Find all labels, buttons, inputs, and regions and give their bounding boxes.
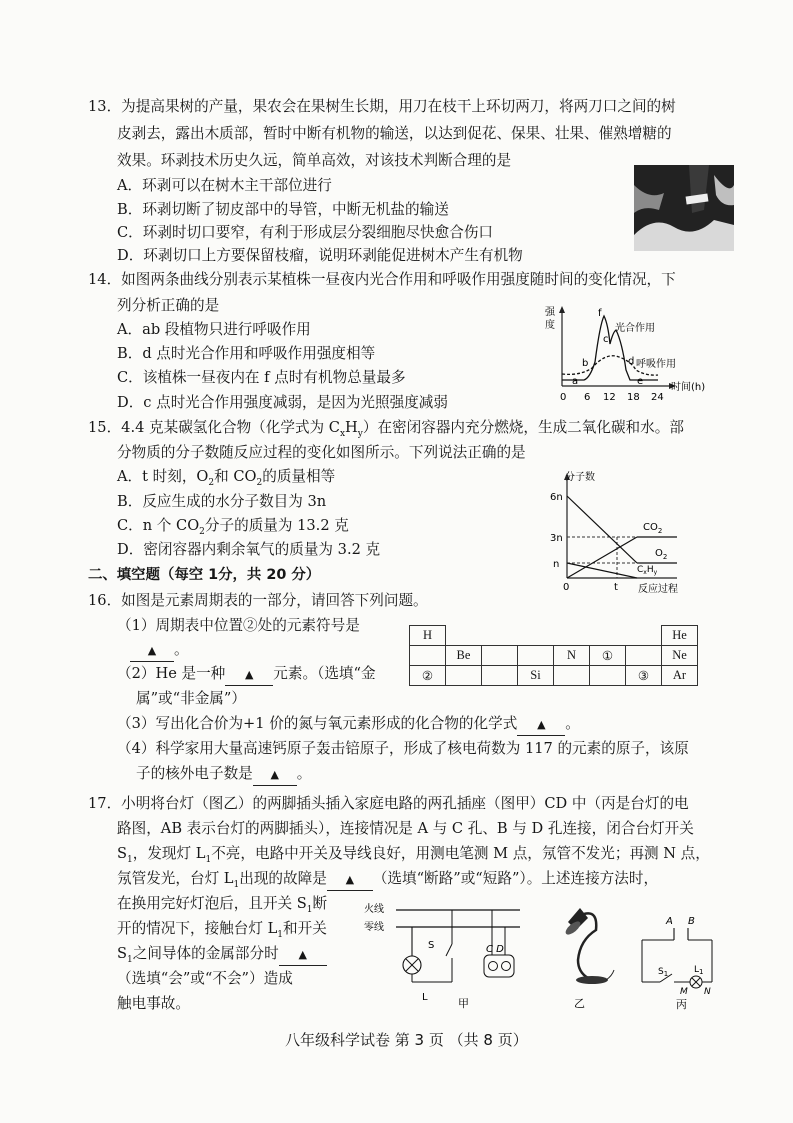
q15-molecule-chart bbox=[545, 468, 695, 596]
pt-cell-Si: Si bbox=[518, 666, 554, 686]
q13-option-a: A．环剥可以在树木主干部位进行 bbox=[117, 177, 332, 194]
q13-option-c: C．环剥时切口要窄，有利于形成层分裂细胞尽快愈合伤口 bbox=[117, 224, 494, 241]
yi-caption: 乙 bbox=[574, 997, 585, 1010]
q14-point-f: f bbox=[598, 308, 602, 319]
q14-xtick-0: 0 bbox=[560, 392, 567, 403]
q15-co2-line bbox=[567, 537, 637, 578]
q13-stem-line1: 13．为提高果树的产量，果农会在果树生长期，用刀在枝干上环切两刀，将两刀口之间的树 bbox=[88, 98, 676, 115]
q16-stem: 16．如图是元素周期表的一部分，请回答下列问题。 bbox=[88, 592, 428, 609]
q15-stem-line2: 分物质的分子数随反应过程的变化如图所示。下列说法正确的是 bbox=[117, 444, 526, 461]
pt-cell-He: He bbox=[662, 626, 698, 646]
girdling-photo bbox=[634, 165, 734, 251]
q14-stem-line1: 14．如图两条曲线分别表示某植株一昼夜内光合作用和呼吸作用强度随时间的变化情况，下 bbox=[88, 271, 676, 288]
q16-part1: （1）周期表中位置②处的元素符号是 bbox=[117, 617, 360, 634]
bing-point-m: M bbox=[680, 987, 688, 997]
q17-line4: 氖管发光，台灯 $L_1$出现的故障是 ▲ （选填“断路”或“短路”）。上述连接方法时， bbox=[117, 870, 659, 890]
q17-line9: 触电事故。 bbox=[117, 995, 190, 1012]
jia-caption: 甲 bbox=[458, 997, 469, 1010]
q16-part3: （3）写出化合价为+1 价的氮与氧元素形成的化合物的化学式 ▲ 。 bbox=[117, 714, 580, 736]
q14-point-a: a bbox=[572, 376, 579, 387]
bing-plug-b: B bbox=[688, 916, 695, 927]
figure-bing-lamp-circuit bbox=[632, 900, 722, 1012]
q15-option-a: A．t 时刻，$O_2$和 $CO_2$的质量相等 bbox=[117, 468, 336, 488]
q14-curve1-label: 光合作用 bbox=[615, 323, 655, 334]
q15-option-b: B．反应生成的水分子数目为 3n bbox=[117, 493, 327, 510]
q13-stem-line2: 皮剥去，露出木质部，暂时中断有机物的输送，以达到促花、保果、壮果、催熟增糖的 bbox=[117, 125, 672, 142]
q17-line7: $S_1$之间导体的金属部分时 ▲ bbox=[117, 944, 327, 970]
section-2-title: 二、填空题（每空 1分，共 20 分） bbox=[88, 567, 321, 583]
bing-caption: 丙 bbox=[676, 998, 687, 1011]
q15-xtick-t: t bbox=[614, 582, 618, 593]
q14-point-b: b bbox=[582, 358, 589, 369]
q15-ytick-n: n bbox=[553, 559, 560, 570]
q15-cxhy-line bbox=[567, 563, 637, 578]
q16-part2: （2）He 是一种 ▲ 元素。（选填“金 bbox=[117, 664, 376, 686]
q16-part4: （4）科学家用大量高速钙原子轰击锫原子，形成了核电荷数为 117 的元素的原子，该原 bbox=[117, 740, 689, 757]
page-footer: 八年级科学试卷 第 3 页 （共 8 页） bbox=[285, 1031, 528, 1049]
pt-cell-Be: Be bbox=[446, 646, 482, 666]
jia-switch-label: S bbox=[428, 940, 435, 951]
q15-option-c: C．n 个 $CO_2$分子的质量为 13.2 克 bbox=[117, 517, 349, 537]
q14-option-b: B．d 点时光合作用和呼吸作用强度相等 bbox=[117, 345, 376, 362]
q13-option-d: D．环剥切口上方要保留枝瘤，说明环剥能促进树木产生有机物 bbox=[117, 247, 523, 264]
bing-switch-label: $S_1$ bbox=[658, 967, 669, 978]
pt-cell-N: N bbox=[554, 646, 590, 666]
q15-option-d: D．密闭容器内剩余氧气的质量为 3.2 克 bbox=[117, 541, 381, 558]
q15-stem-line1: 15．4.4 克某碳氢化合物（化学式为 $C_xH_y$）在密闭容器内充分燃烧，生成二氧化碳和水。部 bbox=[88, 419, 684, 439]
q15-series-o2: $O_2$ bbox=[655, 548, 668, 561]
q14-point-d: d bbox=[628, 356, 635, 367]
q14-point-e: e bbox=[637, 376, 644, 387]
figure-yi-desk-lamp bbox=[540, 900, 620, 1012]
q17-line3: $S_1$，发现灯 $L_1$不亮，电路中开关及导线良好，用测电笔测 M 点，氖管不发光；再测 N 点， bbox=[117, 845, 710, 865]
jia-switch bbox=[446, 944, 452, 956]
q13-stem-line3: 效果。环剥技术历史久远，简单高效，对该技术判断合理的是 bbox=[117, 152, 512, 169]
q14-photosynthesis-chart bbox=[540, 302, 720, 404]
jia-live-label: 火线 bbox=[364, 904, 384, 915]
q17-line1: 17．小明将台灯（图乙）的两脚插头插入家庭电路的两孔插座（图甲）CD 中（丙是台灯的电 bbox=[88, 795, 689, 812]
jia-lamp-label: L bbox=[422, 992, 428, 1003]
q15-xlabel: 反应过程 bbox=[638, 584, 678, 595]
q15-xtick-0: 0 bbox=[563, 582, 570, 593]
q17-line2: 路图，AB 表示台灯的两脚插头），连接情况是 A 与 C 孔、B 与 D 孔连接，闭合台灯开关 bbox=[117, 820, 694, 837]
jia-neutral-label: 零线 bbox=[364, 922, 384, 933]
q14-xtick-12: 12 bbox=[603, 392, 616, 403]
q14-stem-line2: 列分析正确的是 bbox=[117, 297, 220, 314]
q14-xtick-18: 18 bbox=[627, 392, 640, 403]
q14-point-c: c bbox=[603, 334, 609, 345]
q15-ylabel: 分子数 bbox=[565, 472, 595, 483]
figure-jia-circuit bbox=[362, 900, 527, 1012]
q15-series-cxhy: $C_xH_y$ bbox=[637, 565, 658, 576]
q13-option-b: B．环剥切断了韧皮部中的导管，中断无机盐的输送 bbox=[117, 201, 449, 218]
bing-lamp-label: $L_1$ bbox=[694, 965, 704, 976]
q15-series-co2: $CO_2$ bbox=[643, 522, 663, 535]
q17-line5: 在换用完好灯泡后，且开关 $S_1$断 bbox=[117, 895, 328, 915]
q14-option-c: C．该植株一昼夜内在 f 点时有机物总量最多 bbox=[117, 369, 406, 386]
pt-cell-Ne: Ne bbox=[662, 646, 698, 666]
q14-xtick-6: 6 bbox=[584, 392, 591, 403]
q17-line8: （选填“会”或“不会”）造成 bbox=[117, 970, 293, 987]
q14-xlabel: 时间(h) bbox=[671, 382, 706, 393]
pt-cell-Ar: Ar bbox=[662, 666, 698, 686]
periodic-table-excerpt bbox=[409, 625, 698, 686]
q14-option-a: A．ab 段植物只进行呼吸作用 bbox=[117, 321, 311, 338]
bing-point-n: N bbox=[704, 987, 711, 997]
q17-line6: 开的情况下，接触台灯 $L_1$和开关 bbox=[117, 920, 327, 940]
pt-cell-3: ③ bbox=[626, 666, 662, 686]
q15-ytick-6n: 6n bbox=[550, 492, 563, 503]
q16-part4-cont: 子的核外电子数是 ▲ 。 bbox=[136, 764, 311, 786]
jia-socket-label: C D bbox=[486, 944, 504, 955]
q14-curve2-label: 呼吸作用 bbox=[636, 359, 676, 370]
q16-part1-answer: ▲ 。 bbox=[130, 640, 189, 662]
pt-cell-H: H bbox=[410, 626, 446, 646]
pt-cell-1: ① bbox=[590, 646, 626, 666]
bing-plug-a: A bbox=[666, 916, 673, 927]
q14-ylabel-bottom: 度 bbox=[545, 320, 555, 331]
q15-ytick-3n: 3n bbox=[550, 533, 563, 544]
pt-cell-2: ② bbox=[410, 666, 446, 686]
q14-option-d: D．c 点时光合作用强度减弱，是因为光照强度减弱 bbox=[117, 394, 448, 411]
q14-ylabel-top: 强 bbox=[545, 307, 555, 318]
q16-part2-cont: 属”或“非金属”） bbox=[136, 690, 246, 707]
q14-xtick-24: 24 bbox=[651, 392, 664, 403]
q15-o2-line bbox=[567, 496, 637, 563]
